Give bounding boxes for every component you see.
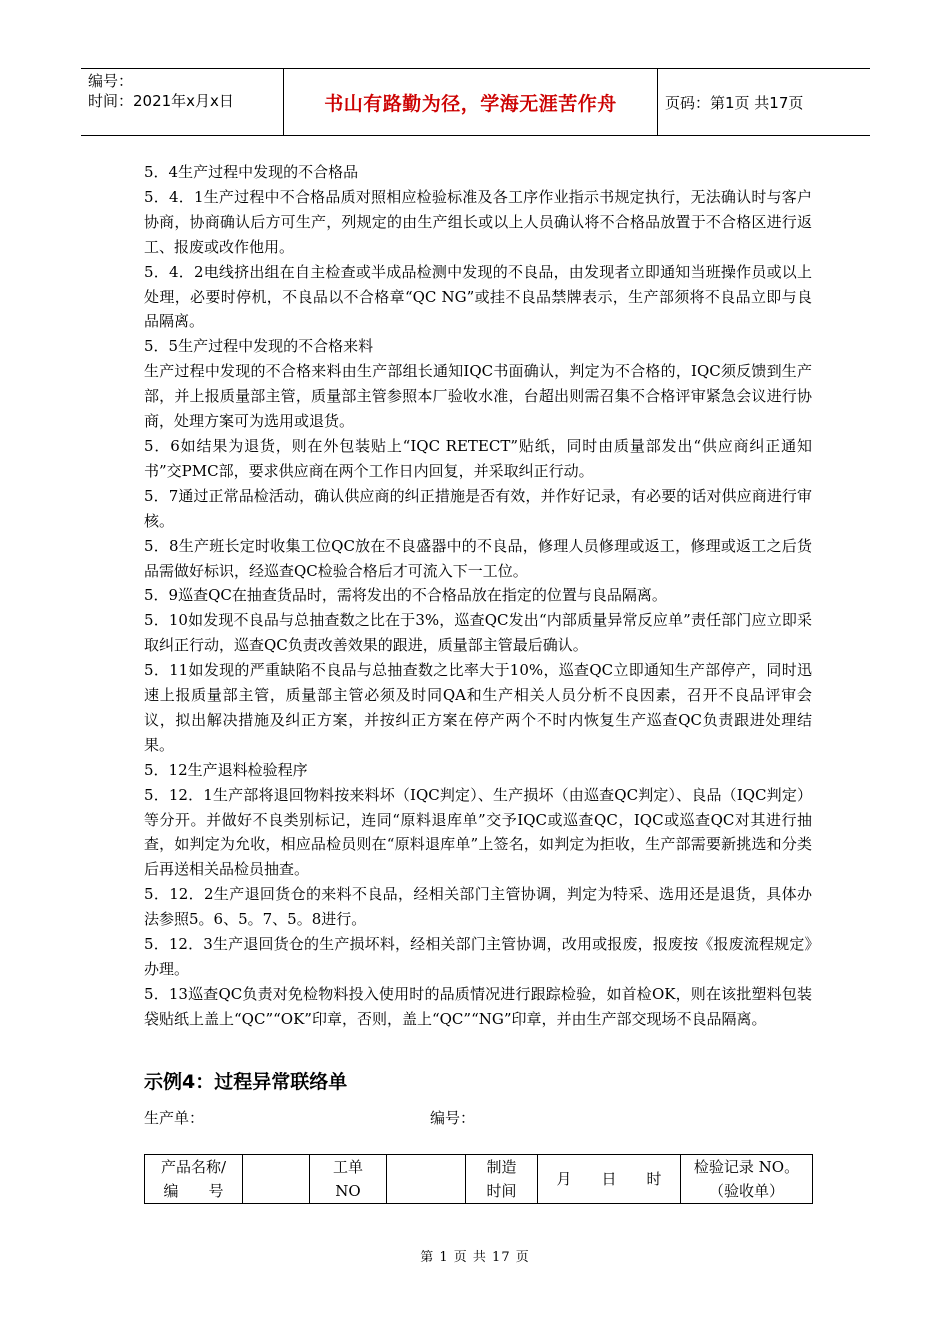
work-order-line2: NO xyxy=(335,1182,361,1200)
work-order-line1: 工单 xyxy=(332,1158,363,1176)
para-5-12-2: 5．12．2生产退回货仓的来料不良品，经相关部门主管协调，判定为特采、选用还是退货，具体办法参照5。6、5。7、5。8进行。 xyxy=(144,885,812,929)
para-5-4: 5．4生产过程中发现的不合格品 xyxy=(144,163,359,181)
para-5-12: 5．12生产退料检验程序 xyxy=(144,760,308,779)
section-title: 示例4：过程异常联络单 xyxy=(144,1071,348,1093)
para-5-12-3: 5．12．3生产退回货仓的生产损坏料，经相关部门主管协调，改用或报废，报废按《报废流程规定》办理。 xyxy=(144,935,812,978)
para-5-6: 5．6如结果为退货，则在外包装贴上“IQC RETECT”贴纸，同时由质量部发出“供应商纠正通知书”交PMC部，要求供应商在两个工作日内回复，并采取纠正行动。 xyxy=(144,436,812,480)
para-5-5: 5．5生产过程中发现的不合格来料 xyxy=(144,337,374,356)
table-row xyxy=(145,1155,813,1204)
work-order-value[interactable] xyxy=(387,1155,466,1204)
document-body xyxy=(144,160,812,1032)
para-5-12-1: 5．12．1生产部将退回物料按来料坏（IQC判定）、生产损坏（由巡查QC判定）、良品（IQC判定）等分开。并做好不良类别标记，连同“原料退库单”交予IQC或巡查QC，IQC或巡查QC对其进行抽查，如判定为允收，相应品检员则在“原料退库单”上签名，如判定为拒收，生产部需要新挑选和分类后再送相关品检员抽查。 xyxy=(144,785,812,879)
production-order-label: 生产单： xyxy=(144,1109,205,1127)
para-5-9: 5．9巡查QC在抽查货品时，需将发出的不合格品放在指定的位置与良品隔离。 xyxy=(144,586,667,605)
product-name-value[interactable] xyxy=(243,1155,310,1204)
work-order-header xyxy=(310,1155,387,1204)
mfg-time-line1: 制造 xyxy=(486,1158,517,1176)
mfg-time-header xyxy=(466,1155,538,1204)
para-5-4-2: 5．4．2电线挤出组在自主检查或半成品检测中发现的不良品，由发现者立即通知当班操作员或以上处理，必要时停机，不良品以不合格章“QC NG”或挂不良品禁牌表示，生产部须将不良品立即与良品隔离。 xyxy=(144,262,812,331)
form-number-label: 编号： xyxy=(430,1109,476,1127)
mfg-time-line2: 时间 xyxy=(486,1182,517,1200)
page-footer: 第 1 页 共 17 页 xyxy=(420,1250,530,1265)
para-5-5-body: 生产过程中发现的不合格来料由生产部组长通知IQC书面确认，判定为不合格的，IQC须反馈到生产部，并上报质量部主管，质量部主管参照本厂验收水准，台超出则需召集不合格评审紧急会议进行协商，处理方案可为选用或退货。 xyxy=(144,362,812,431)
inspection-record-header xyxy=(681,1155,813,1204)
time-label: 时间：2021年x月x日 xyxy=(88,92,234,110)
header-page-info: 页码：第1页 共17页 xyxy=(665,93,804,112)
page-header xyxy=(81,68,870,136)
doc-number-label: 编号： xyxy=(88,72,134,90)
para-5-4-1: 5．4．1生产过程中不合格品质对照相应检验标准及各工序作业指示书规定执行，无法确认时与客户协商，协商确认后方可生产，列规定的由生产组长或以上人员确认将不合格品放置于不合格区进行返工、报废或改作他用。 xyxy=(144,187,812,256)
inspection-line2: （验收单） xyxy=(708,1182,784,1200)
mfg-time-value[interactable]: 月 日 时 xyxy=(538,1155,681,1204)
header-meta xyxy=(81,69,284,135)
para-5-13: 5．13巡查QC负责对免检物料投入使用时的品质情况进行跟踪检验，如首检OK，则在该批塑料包装袋贴纸上盖上“QC”“OK”印章，否则，盖上“QC”“NG”印章，并由生产部交现场不良品隔离。 xyxy=(144,984,812,1028)
header-motto: 书山有路勤为径，学海无涯苦作舟 xyxy=(284,69,658,135)
para-5-10: 5．10如发现不良品与总抽查数之比在于3%，巡查QC发出“内部质量异常反应单”责任部门应立即采取纠正行动，巡查QC负责改善效果的跟进，质量部主管最后确认。 xyxy=(144,611,812,655)
product-name-line1: 产品名称/ xyxy=(160,1158,227,1176)
para-5-7: 5．7通过正常品检活动，确认供应商的纠正措施是否有效，并作好记录，有必要的话对供应商进行审核。 xyxy=(144,486,812,530)
para-5-11: 5．11如发现的严重缺陷不良品与总抽查数之比率大于10%，巡查QC立即通知生产部停产，同时迅速上报质量部主管，质量部主管必须及时同QA和生产相关人员分析不良因素，召开不良品评审会议，拟出解决措施及纠正方案，并按纠正方案在停产两个不时内恢复生产巡查QC负责跟进处理结果。 xyxy=(144,661,812,754)
product-name-line2: 编 号 xyxy=(163,1182,224,1200)
process-exception-table xyxy=(144,1154,813,1204)
para-5-8: 5．8生产班长定时收集工位QC放在不良盛器中的不良品，修理人员修理或返工，修理或返工之后货品需做好标识，经巡查QC检验合格后才可流入下一工位。 xyxy=(144,536,812,580)
product-name-header xyxy=(145,1155,243,1204)
inspection-line1: 检验记录 NO。 xyxy=(693,1158,800,1176)
